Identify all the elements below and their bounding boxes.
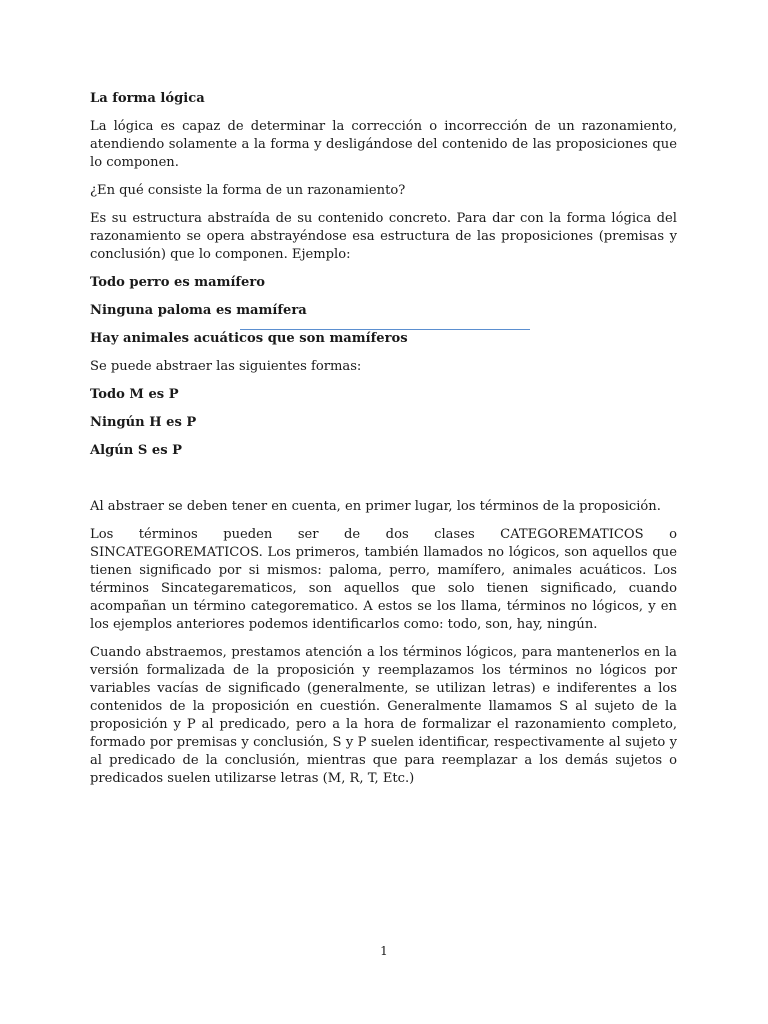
- form-2: Ningún H es P: [90, 415, 197, 430]
- blank-line: [90, 470, 677, 498]
- paragraph-abstraction: Cuando abstraemos, prestamos atención a los términos lógicos, para mantenerlos en la versión formalizada de la proposición y reemplazamos los términos no lógicos por variables vacías de significado (generalmente, se utilizan letras) e indiferentes a los contenidos de la proposición en cuestión. Generalmente llamamos S al sujeto de la proposición y P al predicado, pero a la hora de formalizar el razonamiento completo, formado por premisas y conclusión, S y P suelen identificar, respectivamente al sujeto y al predicado de la conclusión, mientras que para reemplazar a los demás sujetos o predicados suelen utilizarse letras (M, R, T, Etc.): [90, 645, 677, 786]
- paragraph-term-classes: Los términos pueden ser de dos clases CATEGOREMATICOS o SINCATEGOREMATICOS. Los primeros, también llamados no lógicos, son aquellos que tienen significado por si mismos: paloma, perro, mamífero, animales acuáticos. Los términos Sincategarematicos, son aquellos que solo tienen significado, cuando acompañan un término categorematico. A estos se los llama, términos no lógicos, y en los ejemplos anteriores podemos identificarlos como: todo, son, hay, ningún.: [90, 527, 677, 632]
- page-number: 1: [380, 944, 388, 958]
- horizontal-rule: [240, 329, 530, 330]
- paragraph-intro: La lógica es capaz de determinar la corrección o incorrección de un razonamiento, atendiendo solamente a la forma y desligándose del contenido de las proposiciones que lo componen.: [90, 119, 677, 170]
- question-text: ¿En qué consiste la forma de un razonamiento?: [90, 183, 406, 198]
- example-3: Hay animales acuáticos que son mamíferos: [90, 331, 408, 346]
- paragraph-terms-intro: Al abstraer se deben tener en cuenta, en primer lugar, los términos de la proposición.: [90, 499, 661, 514]
- form-1: Todo M es P: [90, 387, 179, 402]
- paragraph-forms-intro: Se puede abstraer las siguientes formas:: [90, 359, 362, 374]
- paragraph-structure: Es su estructura abstraída de su contenido concreto. Para dar con la forma lógica del razonamiento se opera abstrayéndose esa estructura de las proposiciones (premisas y conclusión) que lo componen. Ejemplo:: [90, 211, 677, 262]
- example-1: Todo perro es mamífero: [90, 275, 266, 290]
- example-2: Ninguna paloma es mamífera: [90, 303, 307, 318]
- document-body: [90, 90, 677, 798]
- document-title: La forma lógica: [90, 91, 205, 106]
- form-3: Algún S es P: [90, 443, 183, 458]
